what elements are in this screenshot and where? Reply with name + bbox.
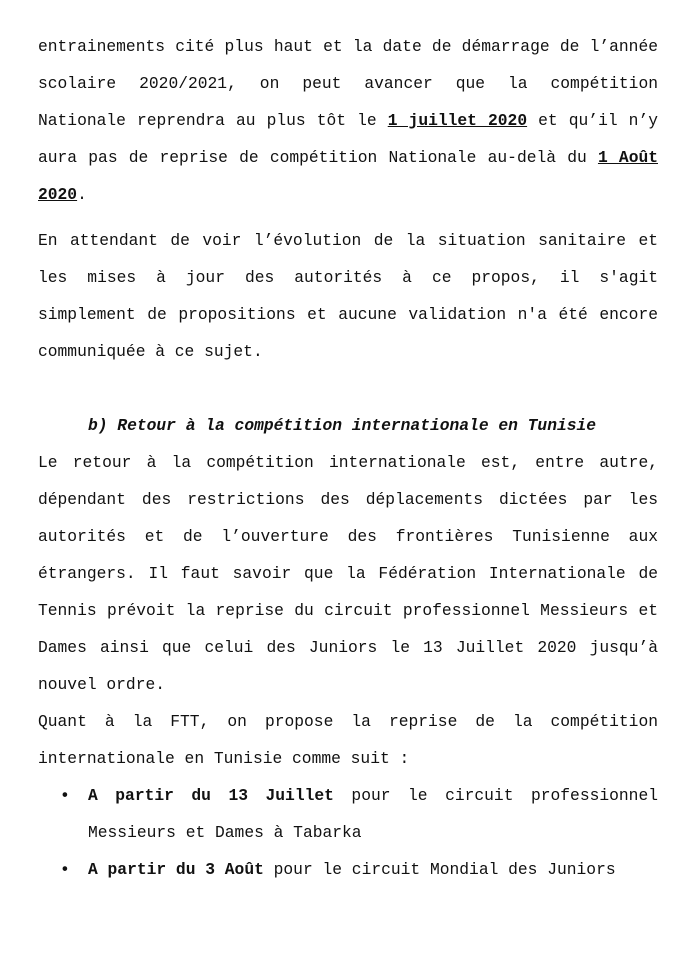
list-item: [38, 777, 658, 851]
section-heading: b) Retour à la compétition internationale en Tunisie: [88, 416, 597, 435]
paragraph-ftt-proposal: Quant à la FTT, on propose la reprise de la compétition internationale en Tunisie comme suit :: [38, 712, 658, 768]
paragraph-international-return: Le retour à la compétition internationale est, entre autre, dépendant des restrictions des déplacements dictées par les autorités et de l’ouverture des frontières Tunisienne aux étrangers. Il faut savoir que la Fédération Internationale de Tennis prévoit la reprise du circuit professionnel Messieurs et Dames ainsi que celui des Juniors le 13 Juillet 2020 jusqu’à nouvel ordre.: [38, 453, 658, 694]
bullet-icon: •: [60, 786, 70, 805]
list-item-date: A partir du 3 Août: [88, 860, 264, 879]
paragraph-sanitary-situation: En attendant de voir l’évolution de la situation sanitaire et les mises à jour des autorités à ce propos, il s'agit simplement de propositions et aucune validation n'a été encore communiquée à ce sujet.: [38, 231, 658, 361]
paragraph-text: et qu’il n’y aura pas de reprise de compétition Nationale au-delà du: [38, 111, 658, 167]
list-item-date: A partir du 13 Juillet: [88, 786, 334, 805]
document-page: [38, 0, 658, 888]
date-highlight: 1 Août 2020: [38, 148, 658, 204]
list-item-text: pour le circuit professionnel Messieurs et Dames à Tabarka: [88, 786, 658, 842]
list-item-text: pour le circuit Mondial des Juniors: [263, 860, 616, 879]
paragraph-text: .: [77, 185, 87, 204]
paragraph-national-competition: [38, 28, 658, 213]
list-item: [38, 851, 658, 888]
date-highlight: 1 juillet 2020: [387, 111, 528, 130]
proposal-list: [38, 777, 658, 888]
paragraph-text: entrainements cité plus haut et la date de démarrage de l’année scolaire 2020/2021, on peut avancer que la compétition Nationale reprendra au plus tôt le: [38, 37, 658, 130]
bullet-icon: •: [60, 860, 70, 879]
